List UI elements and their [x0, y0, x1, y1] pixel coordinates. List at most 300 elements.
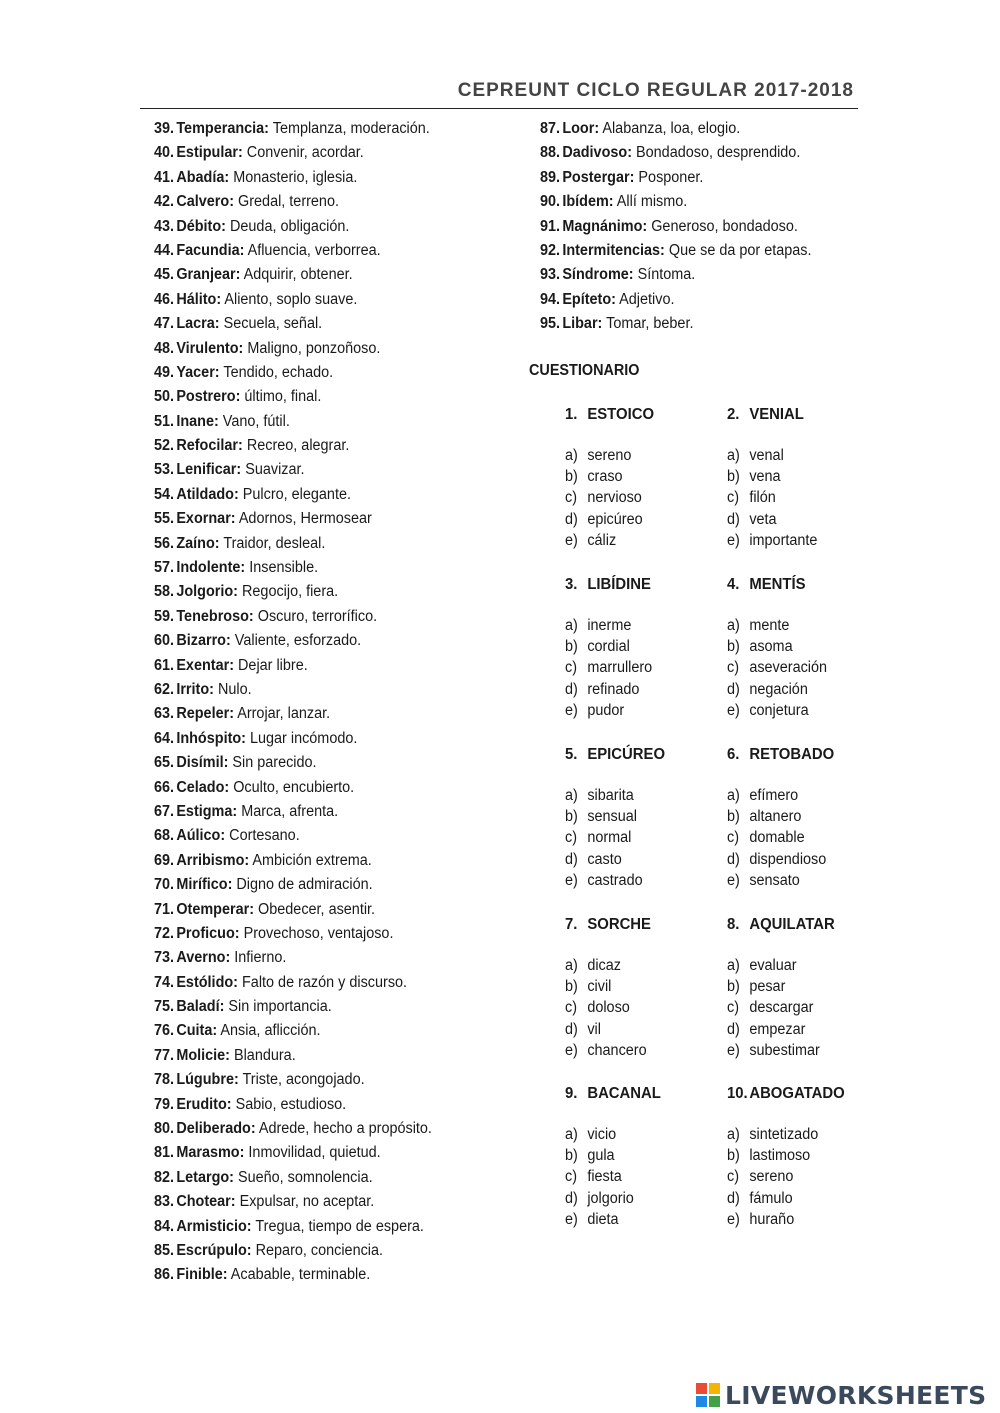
- glossary-entry: [540, 168, 812, 192]
- glossary-entry: [154, 1143, 432, 1167]
- option-text: sereno: [749, 1168, 794, 1186]
- entry-number: 42.: [154, 193, 175, 211]
- option-list: [565, 616, 715, 722]
- option-letter: d): [565, 680, 578, 698]
- glossary-entry: [540, 192, 812, 216]
- answer-option[interactable]: [727, 531, 867, 552]
- entry-number: 90.: [540, 193, 561, 211]
- entry-definition: Tendido, echado.: [223, 363, 334, 381]
- entry-number: 53.: [154, 461, 175, 479]
- option-text: nervioso: [587, 489, 642, 507]
- answer-option[interactable]: [565, 998, 705, 1019]
- option-text: aseveración: [749, 659, 828, 677]
- option-list: [565, 1125, 715, 1231]
- entry-number: 61.: [154, 656, 175, 674]
- answer-option[interactable]: [727, 786, 867, 807]
- answer-option[interactable]: [565, 637, 705, 658]
- option-text: asoma: [749, 638, 793, 656]
- glossary-entry: [154, 680, 432, 704]
- option-text: negación: [749, 680, 808, 698]
- answer-option[interactable]: [727, 1189, 867, 1210]
- entry-term: Escrúpulo:: [176, 1241, 252, 1259]
- entry-term: Exentar:: [176, 656, 235, 674]
- option-letter: d): [565, 1189, 578, 1207]
- option-letter: b): [727, 468, 740, 486]
- question-heading: [727, 1084, 867, 1104]
- glossary-entry: [154, 1021, 432, 1045]
- answer-option[interactable]: [727, 1125, 867, 1146]
- entry-definition: Traidor, desleal.: [223, 534, 326, 552]
- entry-definition: Arrojar, lanzar.: [237, 705, 331, 723]
- entry-number: 71.: [154, 900, 175, 918]
- answer-option[interactable]: [565, 786, 705, 807]
- question-number: 5.: [565, 746, 578, 763]
- answer-option[interactable]: [565, 446, 705, 467]
- answer-option[interactable]: [565, 510, 705, 531]
- liveworksheets-logo-icon: [696, 1383, 722, 1407]
- answer-option[interactable]: [565, 1210, 705, 1231]
- question-number: 3.: [565, 576, 578, 593]
- entry-number: 68.: [154, 827, 175, 845]
- answer-option[interactable]: [727, 1020, 867, 1041]
- answer-option[interactable]: [565, 956, 705, 977]
- entry-definition: Marca, afrenta.: [241, 802, 339, 820]
- entry-number: 86.: [154, 1266, 175, 1284]
- entry-definition: Vano, fútil.: [222, 412, 290, 430]
- option-letter: a): [727, 787, 740, 804]
- option-text: domable: [749, 829, 805, 847]
- entry-definition: Valiente, esforzado.: [234, 632, 362, 650]
- answer-option[interactable]: [565, 1125, 705, 1146]
- entry-definition: Posponer.: [638, 168, 704, 186]
- option-text: chancero: [587, 1041, 647, 1059]
- question-word: EPICÚREO: [587, 746, 666, 763]
- option-letter: e): [565, 871, 578, 889]
- question-number: 4.: [727, 576, 740, 593]
- answer-option[interactable]: [727, 467, 867, 488]
- answer-option[interactable]: [727, 658, 867, 679]
- answer-option[interactable]: [565, 616, 705, 637]
- option-letter: b): [727, 1147, 740, 1165]
- entry-definition: Triste, acongojado.: [242, 1071, 365, 1089]
- glossary-entry: [154, 729, 432, 753]
- entry-number: 75.: [154, 998, 175, 1016]
- option-letter: b): [565, 468, 578, 486]
- entry-term: Marasmo:: [176, 1144, 245, 1162]
- glossary-entry: [154, 460, 432, 484]
- answer-option[interactable]: [727, 1210, 867, 1231]
- answer-option[interactable]: [727, 488, 867, 509]
- option-letter: d): [727, 850, 740, 868]
- answer-option[interactable]: [727, 998, 867, 1019]
- answer-option[interactable]: [727, 510, 867, 531]
- answer-option[interactable]: [727, 977, 867, 998]
- option-letter: d): [565, 510, 578, 528]
- entry-term: Dadivoso:: [562, 144, 633, 162]
- glossary-entry: [154, 265, 432, 289]
- option-list: [727, 616, 877, 722]
- glossary-entry: [154, 1217, 432, 1241]
- option-list: [727, 786, 877, 892]
- question-number: 8.: [727, 916, 740, 933]
- option-text: fiesta: [587, 1168, 622, 1186]
- glossary-entry: [154, 656, 432, 680]
- question-4: [727, 575, 877, 722]
- question-number: 2.: [727, 406, 740, 423]
- option-letter: a): [727, 617, 740, 634]
- glossary-entry: [154, 143, 432, 167]
- question-word: AQUILATAR: [749, 916, 835, 933]
- entry-definition: Inmovilidad, quietud.: [248, 1144, 381, 1162]
- glossary-entry: [154, 217, 432, 241]
- entry-number: 57.: [154, 559, 175, 577]
- option-letter: e): [727, 1210, 740, 1228]
- question-number: 1.: [565, 406, 578, 423]
- entry-term: Refocilar:: [176, 437, 243, 455]
- glossary-entry: [154, 1046, 432, 1070]
- option-letter: c): [727, 659, 740, 677]
- option-text: dispendioso: [749, 850, 827, 868]
- question-number: 6.: [727, 746, 740, 763]
- entry-number: 59.: [154, 607, 175, 625]
- answer-option[interactable]: [727, 1146, 867, 1167]
- answer-option[interactable]: [727, 850, 867, 871]
- liveworksheets-logo: [696, 1380, 986, 1410]
- entry-number: 73.: [154, 949, 175, 967]
- option-list: [727, 956, 877, 1062]
- entry-number: 63.: [154, 705, 175, 723]
- page-header: [140, 64, 858, 109]
- entry-number: 93.: [540, 266, 561, 284]
- option-text: sintetizado: [749, 1126, 819, 1143]
- entry-definition: Afluencia, verborrea.: [247, 241, 381, 259]
- entry-number: 65.: [154, 754, 175, 772]
- option-text: civil: [587, 978, 612, 996]
- glossary-entry: [540, 143, 812, 167]
- entry-term: Indolente:: [176, 559, 246, 577]
- entry-definition: Allí mismo.: [616, 193, 688, 211]
- option-list: [565, 786, 715, 892]
- option-letter: b): [565, 1147, 578, 1165]
- question-word: LIBÍDINE: [587, 576, 651, 593]
- entry-term: Postergar:: [562, 168, 635, 186]
- entry-number: 94.: [540, 290, 561, 308]
- entry-term: Calvero:: [176, 193, 235, 211]
- entry-number: 78.: [154, 1071, 175, 1089]
- glossary-entry: [154, 1192, 432, 1216]
- answer-option[interactable]: [565, 531, 705, 552]
- question-6: [727, 745, 877, 892]
- entry-definition: Lugar incómodo.: [249, 729, 358, 747]
- question-heading: [565, 575, 705, 595]
- answer-option[interactable]: [565, 701, 705, 722]
- entry-definition: Pulcro, elegante.: [242, 485, 351, 503]
- entry-number: 41.: [154, 168, 175, 186]
- entry-number: 76.: [154, 1022, 175, 1040]
- question-10: [727, 1084, 877, 1231]
- entry-definition: Provechoso, ventajoso.: [243, 924, 394, 942]
- entry-definition: Insensible.: [249, 559, 319, 577]
- entry-term: Estigma:: [176, 802, 238, 820]
- entry-number: 85.: [154, 1241, 175, 1259]
- entry-number: 44.: [154, 241, 175, 259]
- entry-definition: Tomar, beber.: [606, 315, 694, 333]
- option-text: evaluar: [749, 957, 797, 974]
- entry-term: Libar:: [562, 315, 603, 333]
- glossary-entry: [154, 948, 432, 972]
- option-letter: b): [565, 638, 578, 656]
- answer-option[interactable]: [565, 871, 705, 892]
- entry-definition: Blandura.: [233, 1046, 296, 1064]
- entry-term: Magnánimo:: [562, 217, 648, 235]
- glossary-entry: [154, 534, 432, 558]
- option-text: cáliz: [587, 531, 617, 549]
- option-text: gula: [587, 1147, 615, 1165]
- entry-number: 54.: [154, 485, 175, 503]
- entry-definition: Reparo, conciencia.: [255, 1241, 384, 1259]
- option-letter: c): [565, 1168, 578, 1186]
- answer-option[interactable]: [565, 1041, 705, 1062]
- option-text: vicio: [587, 1126, 617, 1143]
- entry-number: 40.: [154, 144, 175, 162]
- entry-number: 80.: [154, 1120, 175, 1138]
- entry-number: 83.: [154, 1193, 175, 1211]
- option-letter: c): [565, 489, 578, 507]
- glossary-entry: [154, 1265, 432, 1289]
- entry-term: Chotear:: [176, 1193, 236, 1211]
- glossary-entry: [154, 558, 432, 582]
- glossary-entry: [154, 826, 432, 850]
- question-word: BACANAL: [587, 1085, 661, 1102]
- entry-number: 43.: [154, 217, 175, 235]
- entry-definition: Sin importancia.: [228, 998, 332, 1016]
- entry-number: 92.: [540, 241, 561, 259]
- entry-number: 39.: [154, 120, 175, 137]
- option-text: cordial: [587, 638, 630, 656]
- entry-definition: último, final.: [244, 388, 322, 406]
- answer-option[interactable]: [565, 658, 705, 679]
- question-number: 7.: [565, 916, 578, 933]
- option-letter: a): [727, 447, 740, 464]
- option-text: lastimoso: [749, 1147, 811, 1165]
- option-text: descargar: [749, 999, 814, 1017]
- entry-number: 87.: [540, 120, 561, 137]
- entry-number: 77.: [154, 1046, 175, 1064]
- entry-term: Abadía:: [176, 168, 230, 186]
- answer-option[interactable]: [565, 680, 705, 701]
- glossary-entry: [154, 485, 432, 509]
- option-text: craso: [587, 468, 623, 486]
- glossary-entry: [154, 509, 432, 533]
- answer-option[interactable]: [565, 807, 705, 828]
- glossary-list-left: [154, 119, 453, 1290]
- answer-option[interactable]: [727, 1167, 867, 1188]
- option-letter: d): [727, 1189, 740, 1207]
- entry-term: Atildado:: [176, 485, 239, 503]
- option-letter: c): [727, 829, 740, 847]
- entry-term: Averno:: [176, 949, 231, 967]
- entry-number: 95.: [540, 315, 561, 333]
- entry-definition: Dejar libre.: [238, 656, 308, 674]
- answer-option[interactable]: [727, 1041, 867, 1062]
- question-word: SORCHE: [587, 916, 651, 933]
- answer-option[interactable]: [727, 956, 867, 977]
- entry-definition: Ambición extrema.: [252, 851, 372, 869]
- glossary-entry: [540, 241, 812, 265]
- option-text: refinado: [587, 680, 640, 698]
- answer-option[interactable]: [727, 871, 867, 892]
- option-text: fámulo: [749, 1189, 793, 1207]
- entry-definition: Ansia, aflicción.: [220, 1022, 321, 1040]
- entry-term: Inhóspito:: [176, 729, 246, 747]
- entry-term: Ibídem:: [562, 193, 614, 211]
- option-letter: c): [727, 999, 740, 1017]
- entry-term: Baladí:: [176, 998, 225, 1016]
- entry-term: Virulento:: [176, 339, 244, 357]
- glossary-entry: [154, 997, 432, 1021]
- entry-definition: Síntoma.: [637, 266, 696, 284]
- option-letter: e): [727, 1041, 740, 1059]
- glossary-entry: [154, 582, 432, 606]
- option-text: jolgorio: [587, 1189, 634, 1207]
- answer-option[interactable]: [727, 680, 867, 701]
- entry-term: Inane:: [176, 412, 219, 430]
- option-letter: e): [727, 531, 740, 549]
- option-text: normal: [587, 829, 632, 847]
- entry-number: 72.: [154, 924, 175, 942]
- glossary-entry: [154, 1095, 432, 1119]
- answer-option[interactable]: [565, 488, 705, 509]
- entry-term: Lúgubre:: [176, 1071, 239, 1089]
- question-word: ESTOICO: [587, 406, 655, 423]
- option-letter: d): [727, 510, 740, 528]
- option-letter: b): [565, 978, 578, 996]
- answer-option[interactable]: [727, 828, 867, 849]
- option-text: pesar: [749, 978, 786, 996]
- entry-definition: Templanza, moderación.: [272, 120, 430, 137]
- entry-definition: Convenir, acordar.: [246, 144, 364, 162]
- header-text: CEPREUNT CICLO REGULAR 2017-2018: [457, 80, 854, 101]
- entry-term: Estipular:: [176, 144, 243, 162]
- answer-option[interactable]: [565, 828, 705, 849]
- answer-option[interactable]: [565, 850, 705, 871]
- answer-option[interactable]: [565, 467, 705, 488]
- question-word: MENTÍS: [749, 576, 806, 593]
- option-text: dicaz: [587, 957, 621, 974]
- entry-term: Bizarro:: [176, 632, 231, 650]
- entry-definition: Adquirir, obtener.: [243, 266, 353, 284]
- option-text: venal: [749, 447, 784, 464]
- entry-definition: Alabanza, loa, elogio.: [602, 120, 741, 137]
- entry-definition: Acabable, terminable.: [230, 1266, 371, 1284]
- option-letter: c): [565, 999, 578, 1017]
- option-text: marrullero: [587, 659, 653, 677]
- entry-term: Otemperar:: [176, 900, 255, 918]
- question-word: RETOBADO: [749, 746, 835, 763]
- question-3: [565, 575, 715, 722]
- option-text: importante: [749, 531, 818, 549]
- question-5: [565, 745, 715, 892]
- option-letter: e): [565, 1041, 578, 1059]
- answer-option[interactable]: [565, 1146, 705, 1167]
- answer-option[interactable]: [565, 1167, 705, 1188]
- glossary-entry: [154, 1168, 432, 1192]
- option-text: dieta: [587, 1210, 619, 1228]
- entry-term: Repeler:: [176, 705, 235, 723]
- entry-term: Lenificar:: [176, 461, 242, 479]
- question-heading: [727, 575, 867, 595]
- entry-term: Hálito:: [176, 290, 222, 308]
- entry-definition: Aliento, soplo suave.: [224, 290, 358, 308]
- entry-term: Facundia:: [176, 241, 245, 259]
- entry-definition: Generoso, bondadoso.: [651, 217, 798, 235]
- entry-definition: Infierno.: [234, 949, 287, 967]
- glossary-entry: [154, 387, 432, 411]
- entry-number: 74.: [154, 973, 175, 991]
- answer-option[interactable]: [727, 807, 867, 828]
- entry-term: Postrero:: [176, 388, 241, 406]
- option-letter: a): [565, 447, 578, 464]
- entry-term: Celado:: [176, 778, 230, 796]
- glossary-entry: [154, 973, 432, 997]
- answer-option[interactable]: [727, 701, 867, 722]
- entry-term: Proficuo:: [176, 924, 240, 942]
- option-letter: d): [727, 1020, 740, 1038]
- option-list: [727, 446, 877, 552]
- option-text: sibarita: [587, 787, 634, 804]
- entry-number: 91.: [540, 217, 561, 235]
- option-text: epicúreo: [587, 510, 643, 528]
- answer-option[interactable]: [565, 1189, 705, 1210]
- option-letter: d): [565, 850, 578, 868]
- answer-option[interactable]: [727, 616, 867, 637]
- option-text: efímero: [749, 787, 799, 804]
- entry-definition: Sin parecido.: [232, 754, 317, 772]
- entry-definition: Suavizar.: [245, 461, 305, 479]
- entry-number: 60.: [154, 632, 175, 650]
- entry-number: 52.: [154, 437, 175, 455]
- question-heading: [727, 745, 867, 765]
- answer-option[interactable]: [565, 977, 705, 998]
- option-letter: b): [727, 978, 740, 996]
- answer-option[interactable]: [565, 1020, 705, 1041]
- entry-definition: Maligno, ponzoñoso.: [247, 339, 381, 357]
- option-list: [565, 956, 715, 1062]
- question-2: [727, 405, 877, 552]
- option-letter: e): [727, 701, 740, 719]
- entry-number: 58.: [154, 583, 175, 601]
- entry-term: Aúlico:: [176, 827, 226, 845]
- glossary-entry: [154, 436, 432, 460]
- entry-number: 88.: [540, 144, 561, 162]
- glossary-entry: [154, 241, 432, 265]
- entry-term: Armisticio:: [176, 1217, 252, 1235]
- glossary-entry: [154, 924, 432, 948]
- option-text: empezar: [749, 1020, 806, 1038]
- entry-term: Epíteto:: [562, 290, 616, 308]
- glossary-entry: [154, 875, 432, 899]
- entry-number: 55.: [154, 510, 175, 528]
- answer-option[interactable]: [727, 446, 867, 467]
- option-list: [727, 1125, 877, 1231]
- entry-definition: Regocijo, fiera.: [242, 583, 339, 601]
- glossary-entry: [540, 265, 812, 289]
- entry-definition: Oculto, encubierto.: [233, 778, 355, 796]
- entry-term: Jolgorio:: [176, 583, 238, 601]
- answer-option[interactable]: [727, 637, 867, 658]
- glossary-entry: [154, 900, 432, 924]
- entry-number: 45.: [154, 266, 175, 284]
